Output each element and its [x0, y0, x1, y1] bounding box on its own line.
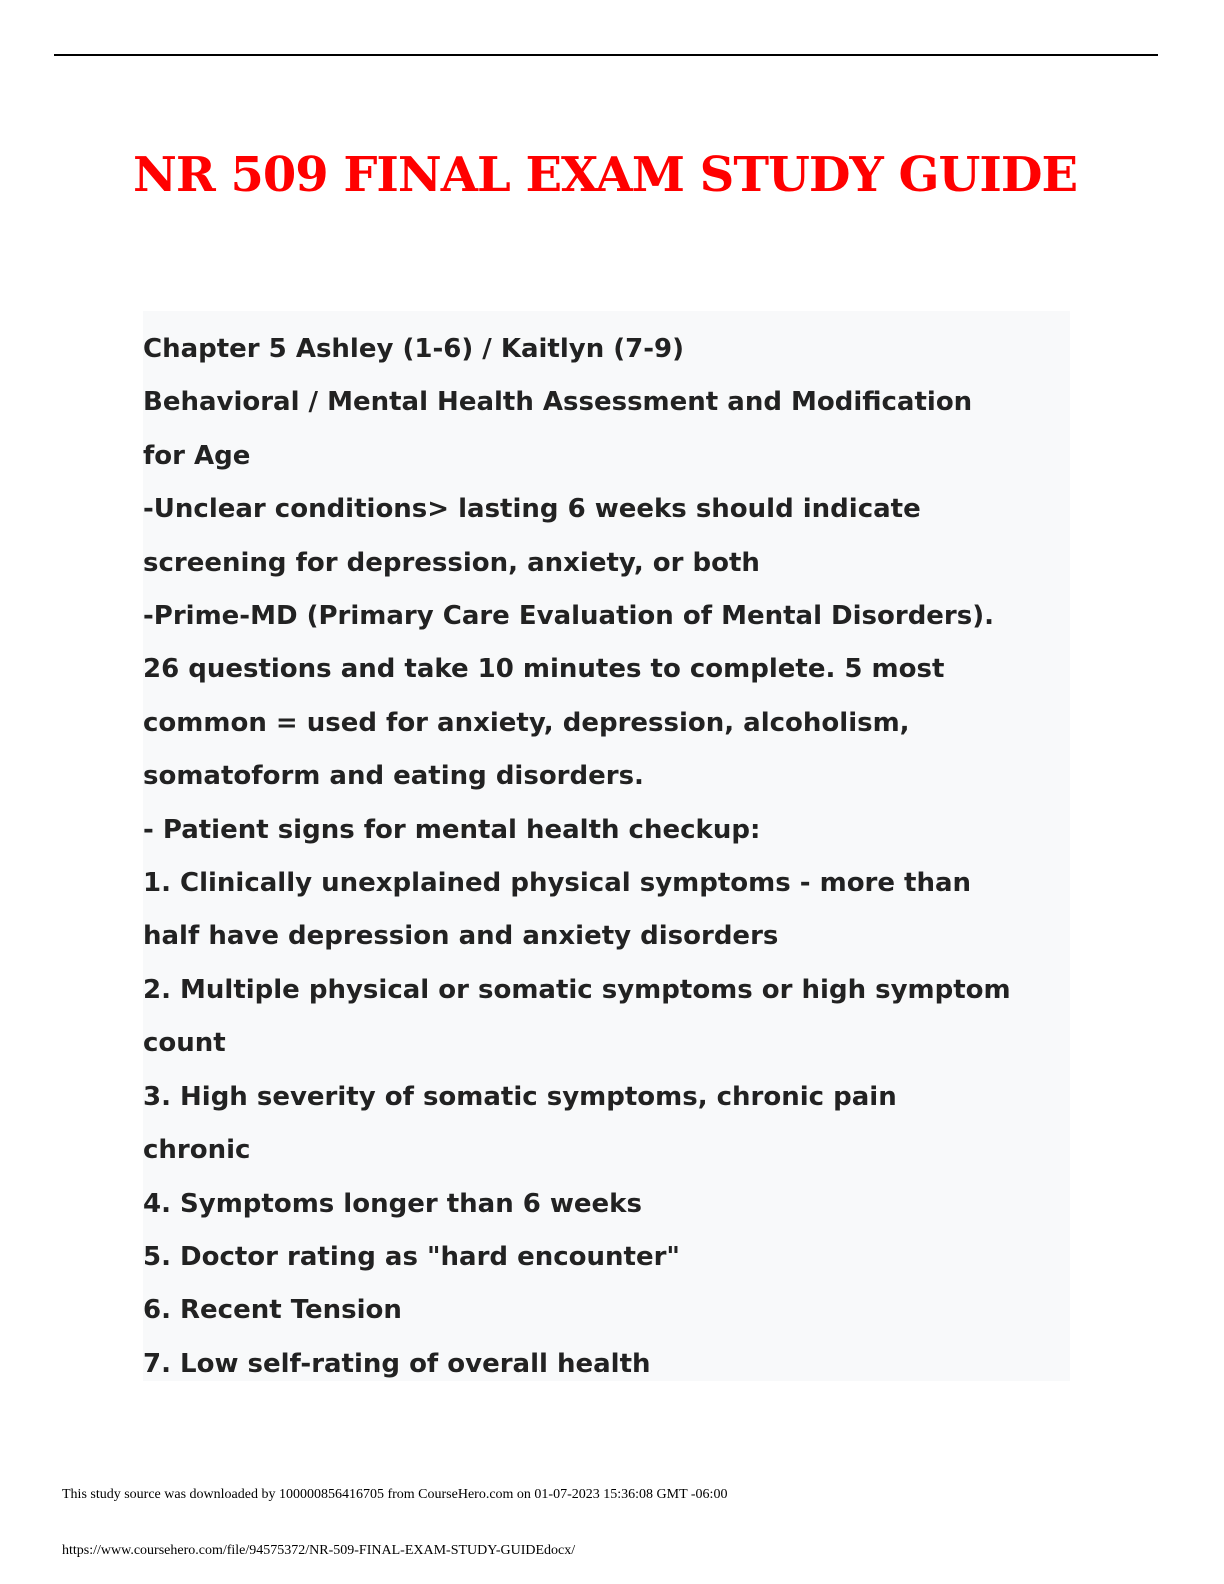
- list-item-continued: chronic: [143, 1135, 251, 1166]
- list-item: 2. Multiple physical or somatic symptoms or high symptom: [143, 974, 1011, 1005]
- source-url-link[interactable]: https://www.coursehero.com/file/94575372/NR-509-FINAL-EXAM-STUDY-GUIDEdocx/: [62, 1543, 576, 1558]
- list-item: 1. Clinically unexplained physical symptoms - more than: [143, 868, 972, 899]
- list-item-continued: half have depression and anxiety disorders: [143, 921, 779, 952]
- download-source-note: This study source was downloaded by 100000856416705 from CourseHero.com on 01-07-2023 15:36:08 GMT -06:00: [62, 1487, 728, 1502]
- text-line: - Patient signs for mental health checkup:: [143, 814, 761, 845]
- document-title: NR 509 FINAL EXAM STUDY GUIDE: [132, 147, 1078, 203]
- section-heading-continued: for Age: [143, 440, 251, 471]
- text-line: screening for depression, anxiety, or both: [143, 547, 760, 578]
- text-line: -Unclear conditions> lasting 6 weeks should indicate: [143, 494, 921, 525]
- study-guide-content: [143, 323, 1083, 1391]
- text-line: somatoform and eating disorders.: [143, 761, 644, 792]
- list-item: 3. High severity of somatic symptoms, chronic pain: [143, 1081, 897, 1112]
- text-line: 26 questions and take 10 minutes to complete. 5 most: [143, 654, 945, 685]
- section-heading: Behavioral / Mental Health Assessment and Modification: [143, 387, 973, 418]
- text-line: common = used for anxiety, depression, alcoholism,: [143, 707, 910, 738]
- list-item: 4. Symptoms longer than 6 weeks: [143, 1188, 642, 1219]
- list-item: 6. Recent Tension: [143, 1295, 402, 1326]
- list-item: 7. Low self-rating of overall health: [143, 1348, 651, 1379]
- list-item: 5. Doctor rating as "hard encounter": [143, 1241, 680, 1272]
- list-item-continued: count: [143, 1028, 226, 1059]
- text-line: -Prime-MD (Primary Care Evaluation of Mental Disorders).: [143, 601, 994, 632]
- chapter-heading: Chapter 5 Ashley (1-6) / Kaitlyn (7-9): [143, 334, 685, 364]
- header-divider: [54, 54, 1158, 56]
